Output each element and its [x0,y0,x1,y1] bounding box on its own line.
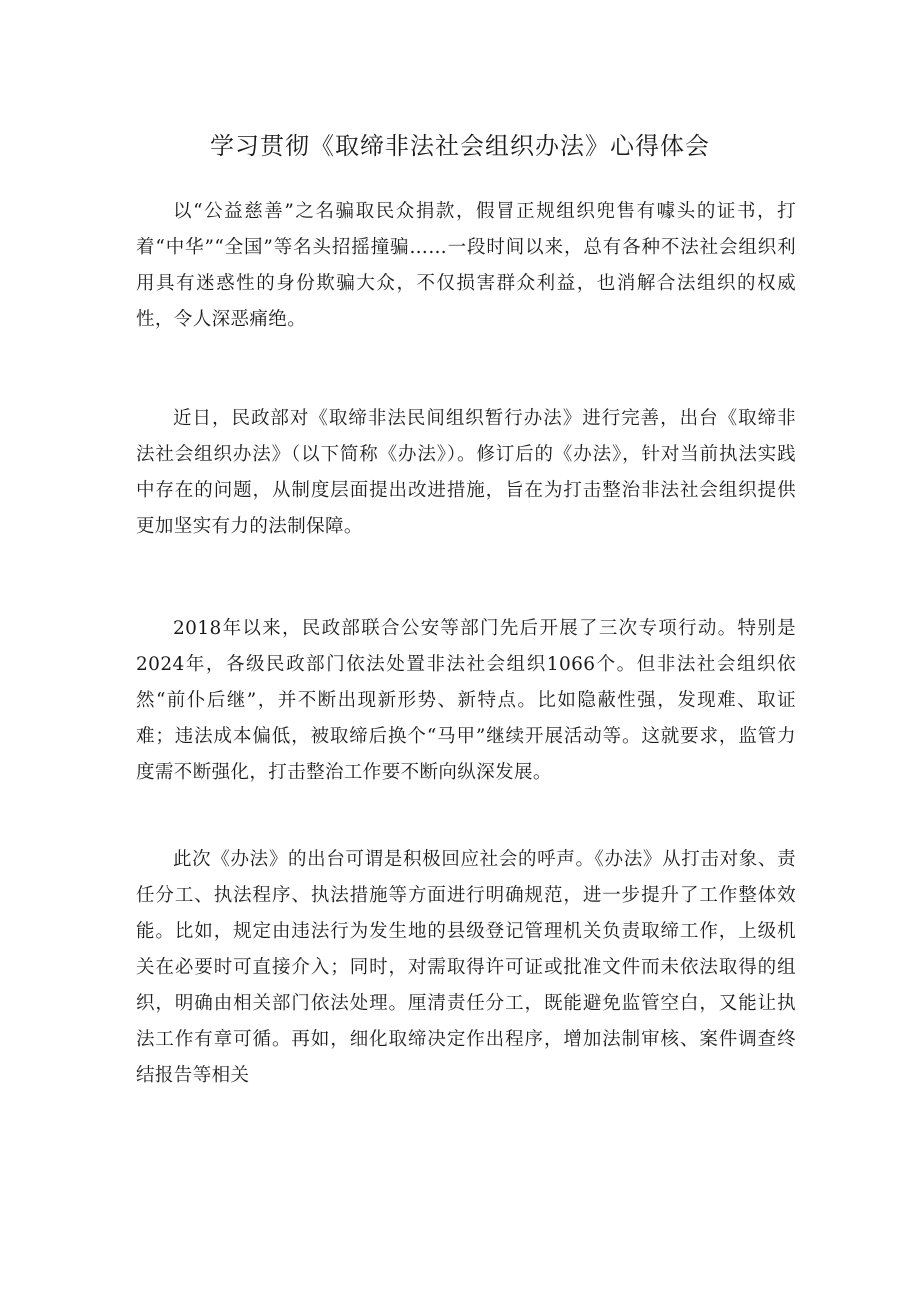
paragraph-1: 以“公益慈善”之名骗取民众捐款，假冒正规组织兜售有噱头的证书，打着“中华”“全国”等名头招摇撞骗……一段时间以来，总有各种不法社会组织利用具有迷惑性的身份欺骗大众，不仅损害群众利益，也消解合法组织的权威性，令人深恶痛绝。 [136,201,796,330]
paragraph-2: 近日，民政部对《取缔非法民间组织暂行办法》进行完善，出台《取缔非法社会组织办法》（以下简称《办法》）。修订后的《办法》，针对当前执法实践中存在的问题，从制度层面提出改进措施，旨在为打击整治非法社会组织提供更加坚实有力的法制保障。 [136,408,796,537]
document-title: 学习贯彻《取缔非法社会组织办法》心得体会 [210,132,710,160]
paragraph-4: 此次《办法》的出台可谓是积极回应社会的呼声。《办法》从打击对象、责任分工、执法程序、执法措施等方面进行明确规范，进一步提升了工作整体效能。比如，规定由违法行为发生地的县级登记管理机关负责取缔工作，上级机关在必要时可直接介入；同时，对需取得许可证或批准文件而未依法取得的组织，明确由相关部门依法处理。厘清责任分工，既能避免监管空白，又能让执法工作有章可循。再如，细化取缔决定作出程序，增加法制审核、案件调查终结报告等相关 [136,849,796,1086]
paragraph-3: 2018年以来，民政部联合公安等部门先后开展了三次专项行动。特别是2024年，各级民政部门依法处置非法社会组织1066个。但非法社会组织依然“前仆后继”，并不断出现新形势、新特点。比如隐蔽性强，发现难、取证难；违法成本偏低，被取缔后换个“马甲”继续开展活动等。这就要求，监管力度需不断强化，打击整治工作要不断向纵深发展。 [136,618,796,783]
